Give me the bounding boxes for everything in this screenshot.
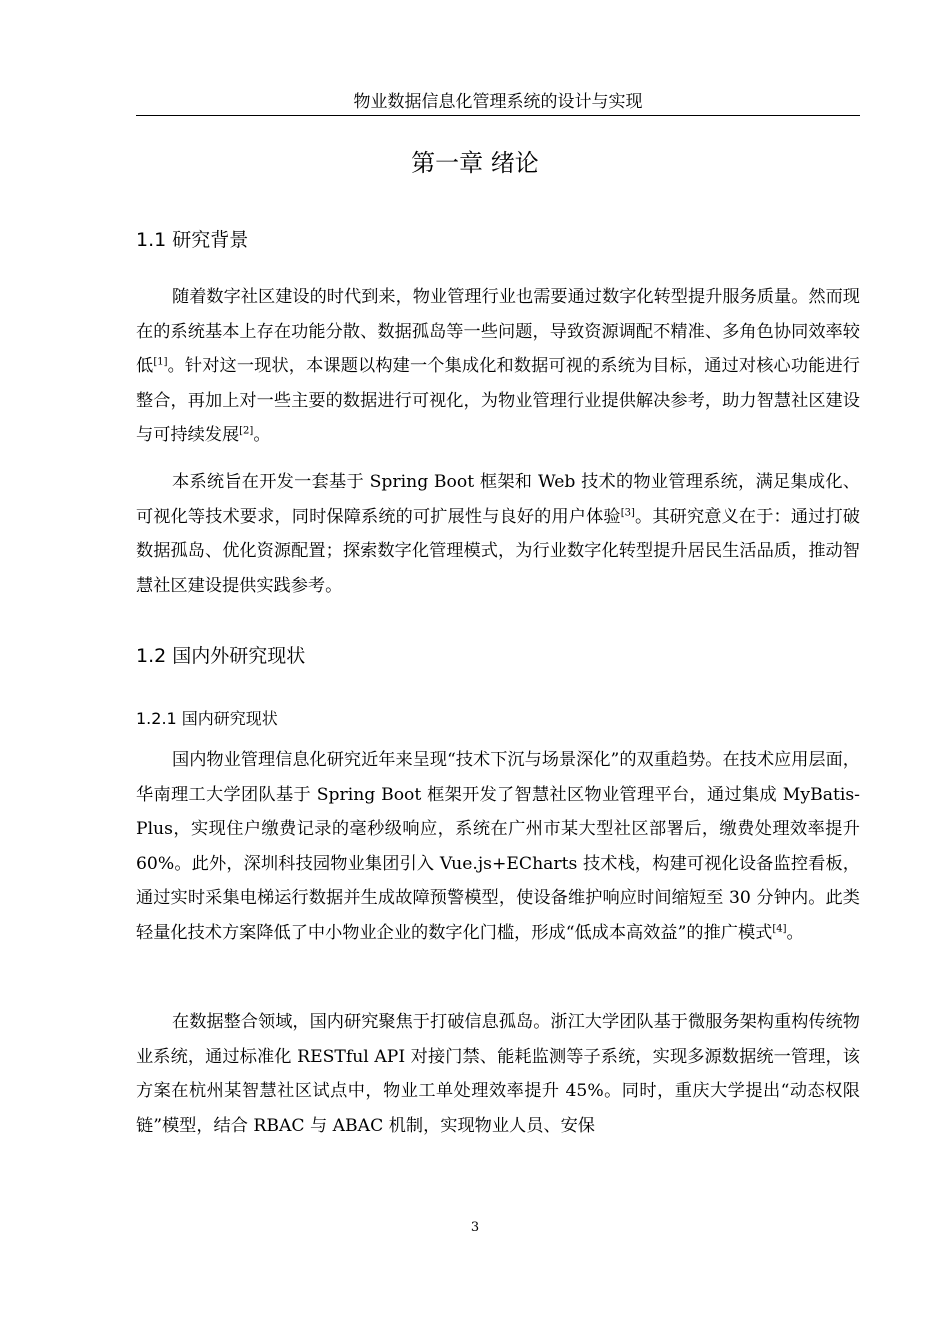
citation: [4] (772, 922, 787, 934)
text: 在数据整合领域，国内研究聚焦于打破信息孤岛。浙江大学团队基于微服务架构重构传统物业系统，通过标准化 RESTful API 对接门禁、能耗监测等子系统，实现多源数据统一管理，该方案在杭州某智慧社区试点中，物业工单处理效率提升 45%。同时，重庆大学提出“动态权限链”模型，结合 RBAC 与 ABAC 机制，实现物业人员、安保 (136, 1012, 860, 1136)
section-heading-1-1: 1.1 研究背景 (136, 229, 249, 251)
page-number: 3 (470, 1220, 480, 1235)
paragraph-background-1 (136, 280, 860, 453)
citation: [3] (620, 506, 635, 518)
paragraph-domestic-1 (136, 743, 860, 950)
text: 本系统旨在开发一套基于 Spring Boot 框架和 Web 技术的物业管理系统，满足集成化、可视化等技术要求，同时保障系统的可扩展性与良好的用户体验 (136, 472, 860, 527)
running-header: 物业数据信息化管理系统的设计与实现 (353, 92, 643, 112)
text: 随着数字社区建设的时代到来，物业管理行业也需要通过数字化转型提升服务质量。然而现在的系统基本上存在功能分散、数据孤岛等一些问题，导致资源调配不精准、多角色协同效率较低 (136, 287, 860, 376)
text: 。 (786, 922, 804, 943)
section-heading-1-2: 1.2 国内外研究现状 (136, 645, 306, 667)
chapter-title: 第一章 绪论 (411, 149, 539, 177)
citation: [2] (239, 425, 254, 437)
text: 国内物业管理信息化研究近年来呈现“技术下沉与场景深化”的双重趋势。在技术应用层面，华南理工大学团队基于 Spring Boot 框架开发了智慧社区物业管理平台，通过集成 MyBatis-Plus，实现住户缴费记录的毫秒级响应，系统在广州市某大型社区部署后，缴费处理效率提升 60%。此外，深圳科技园物业集团引入 Vue.js+ECharts 技术栈，构建可视化设备监控看板，通过实时采集电梯运行数据并生成故障预警模型，使设备维护响应时间缩短至 30 分钟内。此类轻量化技术方案降低了中小物业企业的数字化门槛，形成“低成本高效益”的推广模式 (136, 750, 860, 943)
text: 。针对这一现状，本课题以构建一个集成化和数据可视的系统为目标，通过对核心功能进行整合，再加上对一些主要的数据进行可视化，为物业管理行业提供解决参考，助力智慧社区建设与可持续发展 (136, 356, 860, 445)
section-heading-1-2-1: 1.2.1 国内研究现状 (136, 709, 278, 728)
text: 。其研究意义在于：通过打破数据孤岛、优化资源配置；探索数字化管理模式，为行业数字化转型提升居民生活品质，推动智慧社区建设提供实践参考。 (136, 506, 860, 596)
header-rule (136, 115, 860, 116)
paragraph-background-2 (136, 465, 860, 603)
text: 。 (253, 425, 271, 445)
paragraph-domestic-2 (136, 1005, 860, 1143)
citation: [1] (153, 356, 168, 368)
